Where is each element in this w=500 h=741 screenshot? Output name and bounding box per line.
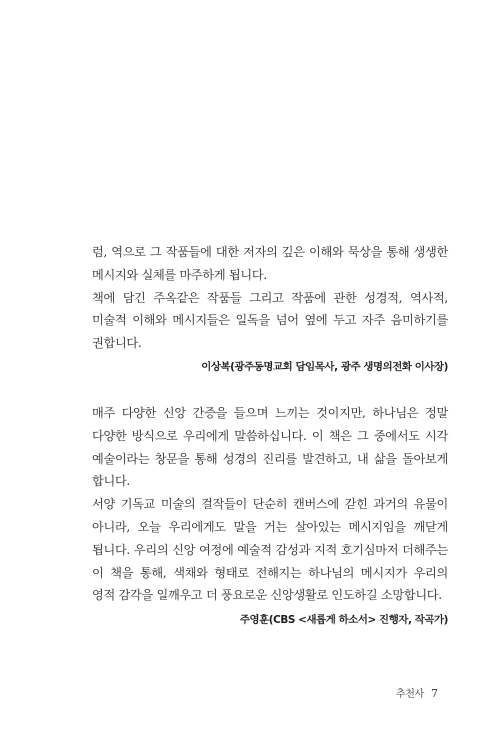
- recommendation-2-paragraph-2: 서양 기독교 미술의 걸작들이 단순히 캔버스에 갇힌 과거의 유물이 아니라, 오늘 우리에게도 말을 거는 살아있는 메시지임을 깨닫게 됩니다. 우리의 신앙 여정에 예술적 감성과 지적 호기심마저 더해주는 이 책을 통해, 색채와 형태로 전해지는 하나님의 메시지가 우리의 영적 감각을 일깨우고 더 풍요로운 신앙생활로 인도하길 소망합니다.: [92, 497, 448, 603]
- page-number: 7: [431, 687, 438, 700]
- page-footer: [396, 685, 438, 700]
- recommendation-1: [92, 241, 448, 373]
- recommendation-1-paragraph-2: 책에 담긴 주옥같은 작품들 그리고 작품에 관한 성경적, 역사적, 미술적 이해와 메시지들은 일독을 넘어 옆에 두고 자주 음미하기를 권합니다.: [92, 290, 448, 351]
- section-label: 추천사: [395, 689, 424, 700]
- recommendation-2-paragraph-1: 매주 다양한 신앙 간증을 들으며 느끼는 것이지만, 하나님은 정말 다양한 방식으로 우리에게 말씀하십니다. 이 책은 그 중에서도 시각 예술이라는 창문을 통해 성경의 진리를 발견하고, 내 삶을 돌아보게 합니다.: [92, 406, 448, 489]
- recommendation-1-attribution: 이상복(광주동명교회 담임목사, 광주 생명의전화 이사장): [201, 360, 448, 373]
- recommendation-1-paragraph-1: 럼, 역으로 그 작품들에 대한 저자의 깊은 이해와 묵상을 통해 생생한 메시지와 실체를 마주하게 됩니다.: [92, 245, 448, 282]
- recommendation-2: [92, 402, 448, 626]
- recommendation-2-attribution: 주영훈(CBS <새롭게 하소서> 진행자, 작곡가): [239, 614, 448, 627]
